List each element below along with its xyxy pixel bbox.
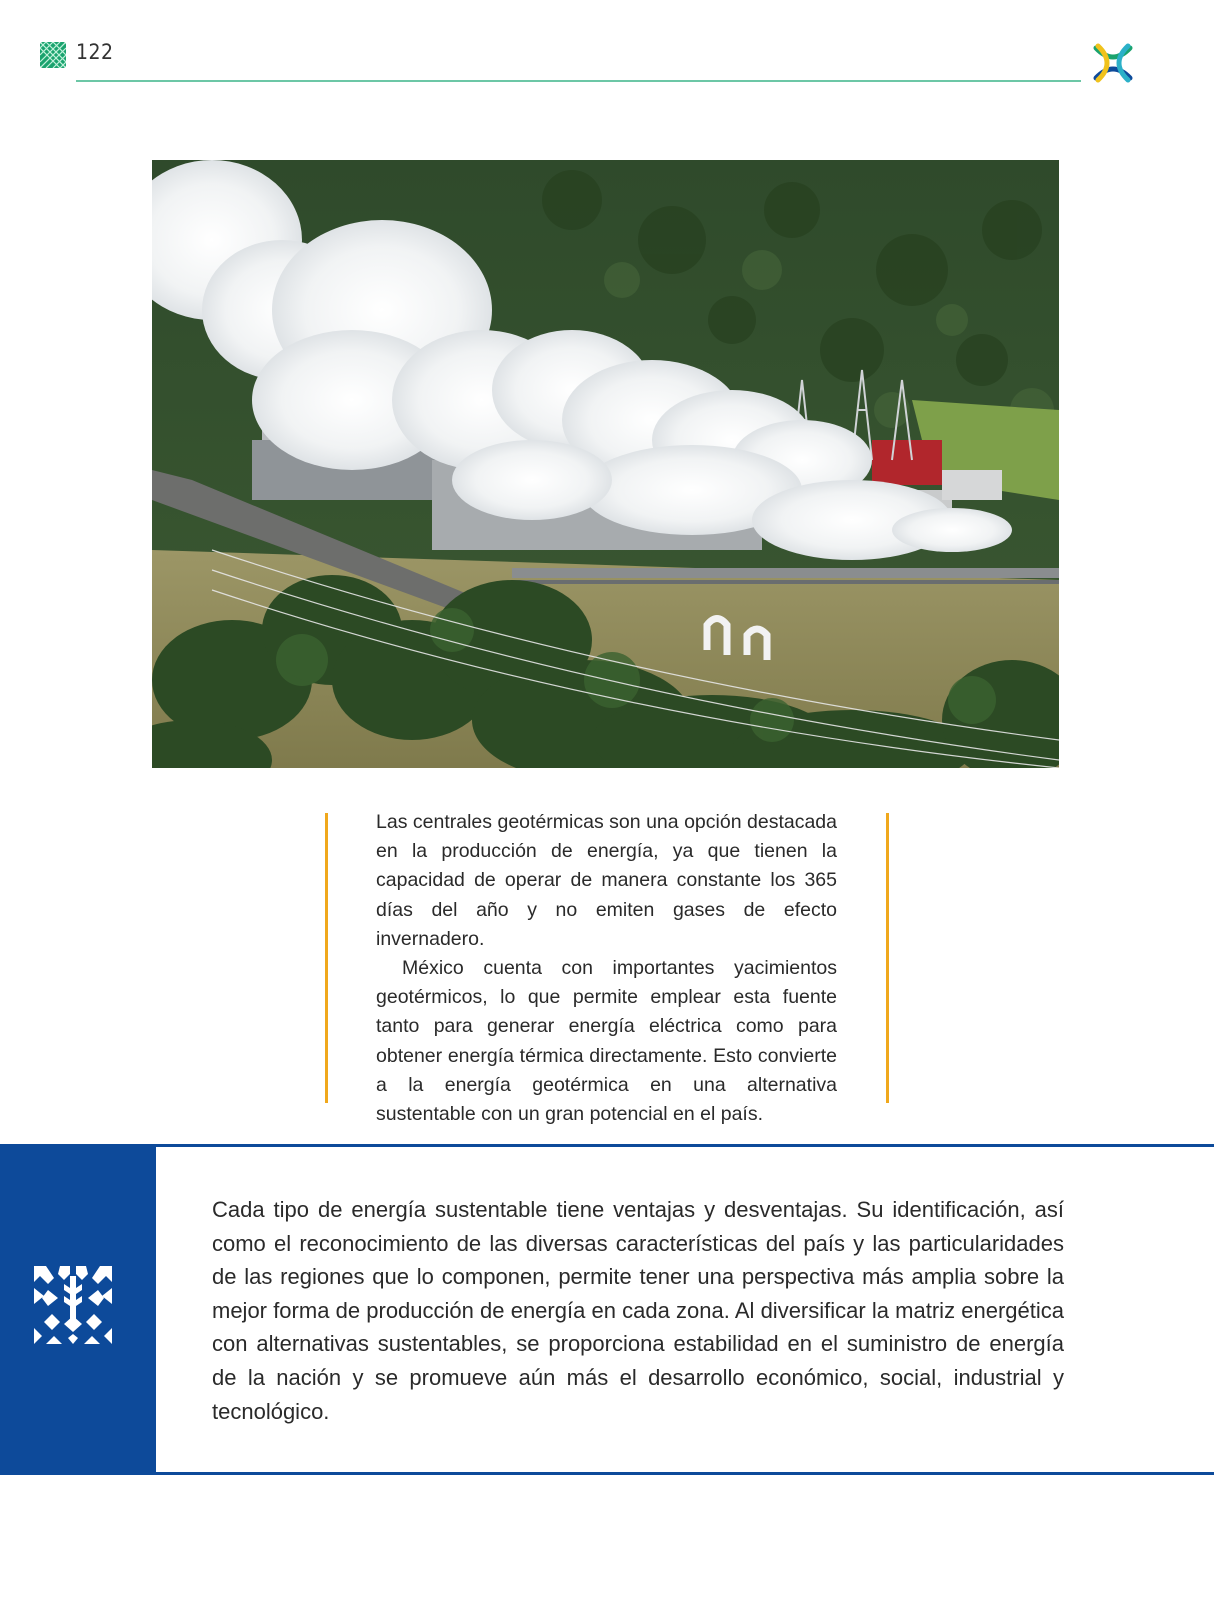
green-pattern-badge-icon <box>40 42 66 68</box>
info-band-top-rule <box>156 1144 1214 1147</box>
geothermal-plant-photo <box>152 160 1059 768</box>
page-number: 122 <box>76 40 114 64</box>
info-band-text: Cada tipo de energía sustentable tiene ventajas y desventajas. Su identificación, así como el reconocimiento de las diversas características del país y las particularidades de las regiones que lo componen, permite tener una perspectiva más amplia sobre la mejor forma de producción de energía en cada zona. Al diversificar la matriz energética con alternativas sustentables, se proporciona estabilidad en el suministro de energía de la nación y se promueve aún más el desarrollo económico, social, industrial y tecnológico. <box>212 1197 1064 1424</box>
header-rule <box>76 80 1081 82</box>
photo-caption <box>376 808 837 1129</box>
info-band-bottom-rule <box>156 1472 1214 1475</box>
caption-paragraph-1: Las centrales geotérmicas son una opción destacada en la producción de energía, ya que tienen la capacidad de operar de manera constante los 365 días del año y no emiten gases de efecto invernadero. <box>376 811 837 950</box>
caption-paragraph-2: México cuenta con importantes yacimientos geotérmicos, lo que permite emplear esta fuente tanto para generar energía eléctrica como para obtener energía térmica directamente. Esto convierte a la energía geotérmica en una alternativa sustentable con un gran potencial en el país. <box>376 957 837 1126</box>
interlocking-rings-logo-icon <box>1090 40 1136 86</box>
caption-right-bar <box>886 813 889 1103</box>
caption-left-bar <box>325 813 328 1103</box>
woven-pattern-icon <box>34 1266 112 1344</box>
